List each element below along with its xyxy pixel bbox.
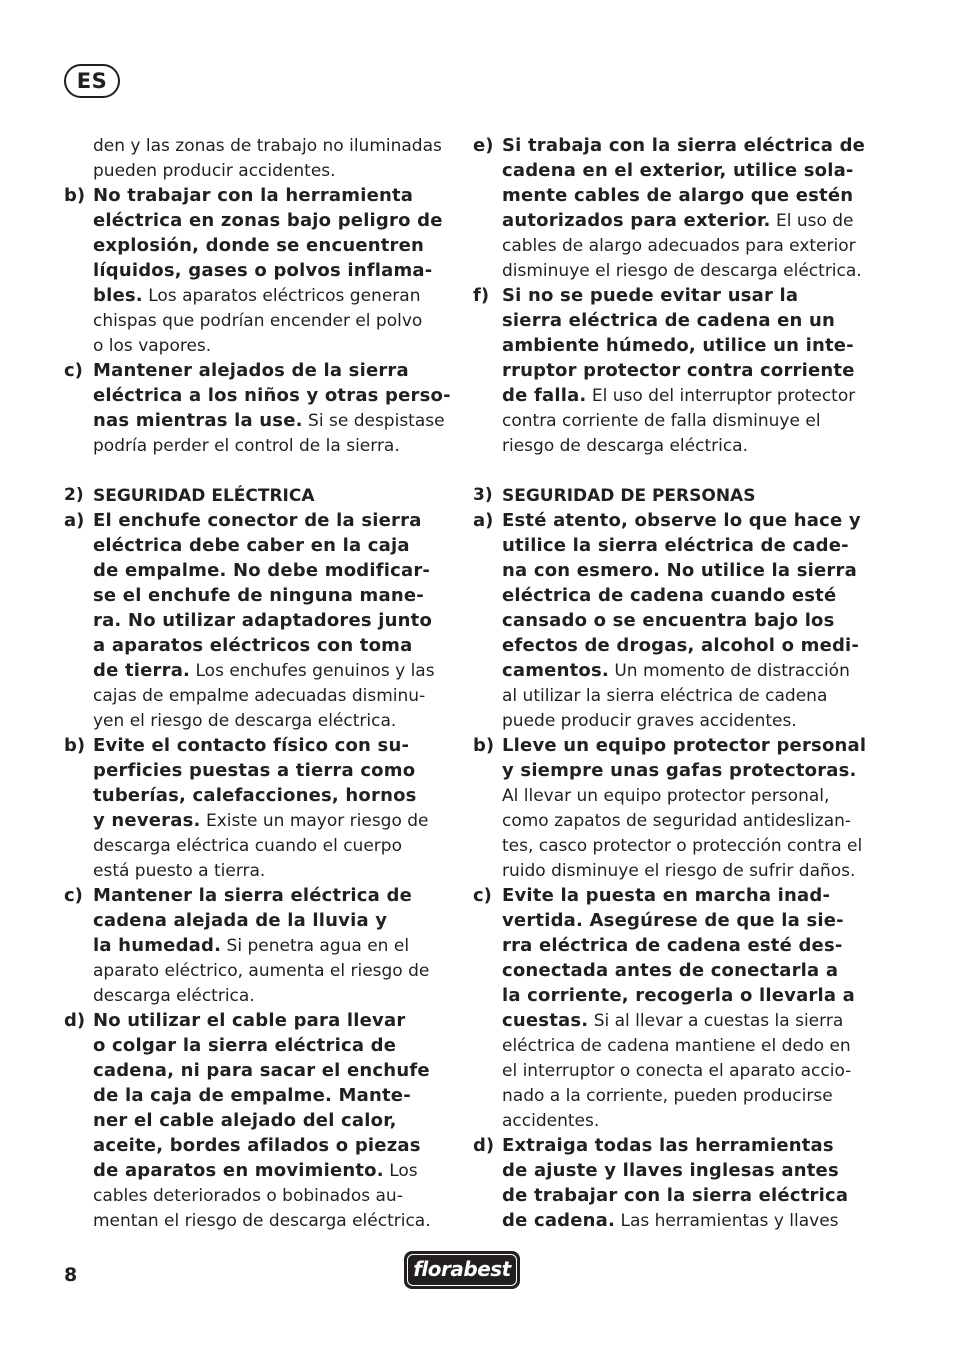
language-badge: ES xyxy=(64,64,120,98)
body-text: Las herramientas y llaves xyxy=(615,1211,839,1231)
text-line xyxy=(64,308,454,333)
text-line xyxy=(64,608,454,633)
bold-text: o colgar la sierra eléctrica de xyxy=(93,1035,397,1056)
bold-text: se el enchufe de ninguna mane- xyxy=(93,585,424,606)
bold-text: conectada antes de conectarla a xyxy=(502,960,839,981)
body-text: aparato eléctrico, aumenta el riesgo de xyxy=(93,961,430,981)
text-line xyxy=(473,608,868,633)
bold-text: la humedad. xyxy=(93,935,222,956)
bold-text: Evite el contacto físico con su- xyxy=(93,735,410,756)
bold-text: eléctrica debe caber en la caja xyxy=(93,535,410,556)
bold-text: mente cables de alargo que estén xyxy=(502,185,854,206)
text-line xyxy=(473,358,868,383)
florabest-logo xyxy=(404,1251,520,1289)
text-line xyxy=(64,233,454,258)
bold-text: de aparatos en movimiento. xyxy=(93,1160,384,1181)
item-marker: 3) xyxy=(473,485,493,505)
text-line xyxy=(473,1183,868,1208)
text-line xyxy=(64,908,454,933)
text-line xyxy=(64,958,454,983)
body-text: chispas que podrían encender el polvo xyxy=(93,311,423,331)
body-text: pueden producir accidentes. xyxy=(93,161,336,181)
body-text: Al llevar un equipo protector personal, xyxy=(502,786,830,806)
text-line xyxy=(64,1133,454,1158)
bold-text: nas mientras la use. xyxy=(93,410,303,431)
bold-text: No utilizar el cable para llevar xyxy=(93,1010,406,1031)
bold-text: sierra eléctrica de cadena en un xyxy=(502,310,836,331)
body-text: mentan el riesgo de descarga eléctrica. xyxy=(93,1211,431,1231)
bold-text: utilice la sierra eléctrica de cade- xyxy=(502,535,849,556)
text-line xyxy=(473,783,868,808)
item-marker: 2) xyxy=(64,485,84,505)
item-marker: a) xyxy=(64,510,85,531)
item-marker: b) xyxy=(64,735,86,756)
body-text: El uso de xyxy=(770,211,854,231)
text-line xyxy=(473,908,868,933)
text-line xyxy=(473,533,868,558)
bold-text: rra eléctrica de cadena esté des- xyxy=(502,935,843,956)
body-text: cables deteriorados o bobinados au- xyxy=(93,1186,403,1206)
text-line xyxy=(473,258,868,283)
text-line xyxy=(473,233,868,258)
item-marker: c) xyxy=(473,885,492,906)
text-line xyxy=(64,708,454,733)
text-line xyxy=(473,433,868,458)
text-line xyxy=(64,1158,454,1183)
body-text: contra corriente de falla disminuye el xyxy=(502,411,821,431)
text-line xyxy=(64,933,454,958)
bold-text: de empalme. No debe modificar- xyxy=(93,560,431,581)
text-line xyxy=(64,1033,454,1058)
text-line xyxy=(473,283,868,308)
text-line xyxy=(473,683,868,708)
text-line xyxy=(473,383,868,408)
bold-text: camentos. xyxy=(502,660,609,681)
text-line xyxy=(64,533,454,558)
text-line xyxy=(473,408,868,433)
body-text: cajas de empalme adecuadas disminu- xyxy=(93,686,426,706)
text-line xyxy=(64,833,454,858)
body-text: Si se despistase xyxy=(302,411,445,431)
page-number: 8 xyxy=(64,1264,78,1286)
body-text: o los vapores. xyxy=(93,336,212,356)
bold-text: No trabajar con la herramienta xyxy=(93,185,414,206)
body-text: al utilizar la sierra eléctrica de cadena xyxy=(502,686,828,706)
bold-text: líquidos, gases o polvos inflama- xyxy=(93,260,433,281)
text-line xyxy=(473,208,868,233)
bold-text: cadena alejada de la lluvia y xyxy=(93,910,388,931)
text-line xyxy=(64,408,454,433)
bold-text: bles. xyxy=(93,285,143,306)
text-line xyxy=(64,683,454,708)
text-line xyxy=(473,808,868,833)
bold-text: de cadena. xyxy=(502,1210,616,1231)
bold-text: y neveras. xyxy=(93,810,201,831)
body-text: el interruptor o conecta el aparato accio- xyxy=(502,1061,852,1081)
text-line xyxy=(473,733,868,758)
body-text: den y las zonas de trabajo no iluminadas xyxy=(93,136,442,156)
item-marker: d) xyxy=(473,1135,495,1156)
text-line xyxy=(64,783,454,808)
bold-text: Lleve un equipo protector personal xyxy=(502,735,867,756)
text-line xyxy=(64,633,454,658)
bold-text: SEGURIDAD DE PERSONAS xyxy=(502,486,756,506)
text-line xyxy=(473,1158,868,1183)
body-text: podría perder el control de la sierra. xyxy=(93,436,400,456)
right-column xyxy=(473,133,868,1233)
text-line xyxy=(64,858,454,883)
text-line xyxy=(64,658,454,683)
text-line xyxy=(473,133,868,158)
spacer xyxy=(64,458,454,483)
body-text: riesgo de descarga eléctrica. xyxy=(502,436,748,456)
text-line xyxy=(64,1058,454,1083)
body-text: eléctrica de cadena mantiene el dedo en xyxy=(502,1036,851,1056)
text-line xyxy=(64,808,454,833)
text-line xyxy=(64,358,454,383)
body-text: yen el riesgo de descarga eléctrica. xyxy=(93,711,397,731)
spacer xyxy=(473,458,868,483)
bold-text: a aparatos eléctricos con toma xyxy=(93,635,413,656)
body-text: accidentes. xyxy=(502,1111,600,1131)
bold-text: Extraiga todas las herramientas xyxy=(502,1135,834,1156)
bold-text: Evite la puesta en marcha inad- xyxy=(502,885,831,906)
text-line xyxy=(64,1008,454,1033)
body-text: Existe un mayor riesgo de xyxy=(200,811,429,831)
bold-text: ner el cable alejado del calor, xyxy=(93,1110,397,1131)
text-line xyxy=(64,208,454,233)
item-marker: d) xyxy=(64,1010,86,1031)
text-line xyxy=(473,158,868,183)
bold-text: y siempre unas gafas protectoras. xyxy=(502,760,857,781)
item-marker: a) xyxy=(473,510,494,531)
text-line xyxy=(64,133,454,158)
bold-text: Si trabaja con la sierra eléctrica de xyxy=(502,135,866,156)
bold-text: eléctrica a los niños y otras perso- xyxy=(93,385,451,406)
text-line xyxy=(473,1108,868,1133)
body-text: El uso del interruptor protector xyxy=(586,386,856,406)
text-line xyxy=(64,1083,454,1108)
text-line xyxy=(64,1108,454,1133)
body-text: Los enchufes genuinos y las xyxy=(190,661,435,681)
bold-text: Esté atento, observe lo que hace y xyxy=(502,510,861,531)
bold-text: de ajuste y llaves inglesas antes xyxy=(502,1160,839,1181)
bold-text: de falla. xyxy=(502,385,587,406)
text-line xyxy=(473,183,868,208)
body-text: Un momento de distracción xyxy=(608,661,850,681)
bold-text: cansado o se encuentra bajo los xyxy=(502,610,835,631)
text-line xyxy=(473,583,868,608)
body-text: ruido disminuye el riesgo de sufrir daños. xyxy=(502,861,856,881)
bold-text: aceite, bordes afilados o piezas xyxy=(93,1135,421,1156)
text-line xyxy=(473,1008,868,1033)
text-line xyxy=(64,583,454,608)
bold-text: cadena, ni para sacar el enchufe xyxy=(93,1060,430,1081)
text-line xyxy=(473,1033,868,1058)
bold-text: vertida. Asegúrese de que la sie- xyxy=(502,910,844,931)
text-line xyxy=(473,308,868,333)
left-column xyxy=(64,133,454,1233)
body-text: puede producir graves accidentes. xyxy=(502,711,797,731)
text-line xyxy=(64,433,454,458)
bold-text: SEGURIDAD ELÉCTRICA xyxy=(93,486,315,506)
item-marker: e) xyxy=(473,135,494,156)
bold-text: la corriente, recogerla o llevarla a xyxy=(502,985,856,1006)
item-marker: f) xyxy=(473,285,490,306)
body-text: cables de alargo adecuados para exterior xyxy=(502,236,856,256)
bold-text: efectos de drogas, alcohol o medi- xyxy=(502,635,860,656)
bold-text: eléctrica en zonas bajo peligro de xyxy=(93,210,443,231)
bold-text: tuberías, calefacciones, hornos xyxy=(93,785,417,806)
text-line xyxy=(473,1083,868,1108)
body-text: nado a la corriente, pueden producirse xyxy=(502,1086,833,1106)
bold-text: cuestas. xyxy=(502,1010,589,1031)
text-line xyxy=(473,508,868,533)
body-text: tes, casco protector o protección contra el xyxy=(502,836,863,856)
text-line xyxy=(64,158,454,183)
body-text: descarga eléctrica. xyxy=(93,986,255,1006)
text-line xyxy=(473,858,868,883)
text-line xyxy=(64,558,454,583)
body-text: como zapatos de seguridad antideslizan- xyxy=(502,811,852,831)
text-line xyxy=(473,633,868,658)
text-line xyxy=(64,258,454,283)
item-marker: b) xyxy=(473,735,495,756)
bold-text: eléctrica de cadena cuando esté xyxy=(502,585,837,606)
brand-wordmark: florabest xyxy=(407,1254,517,1286)
bold-text: ambiente húmedo, utilice un inte- xyxy=(502,335,854,356)
text-line xyxy=(473,958,868,983)
text-line xyxy=(64,1183,454,1208)
bold-text: de tierra. xyxy=(93,660,191,681)
section-heading xyxy=(473,483,868,508)
text-line xyxy=(473,933,868,958)
bold-text: El enchufe conector de la sierra xyxy=(93,510,422,531)
text-line xyxy=(64,283,454,308)
text-line xyxy=(473,708,868,733)
bold-text: Si no se puede evitar usar la xyxy=(502,285,799,306)
text-line xyxy=(64,183,454,208)
item-marker: c) xyxy=(64,360,83,381)
text-line xyxy=(473,833,868,858)
text-line xyxy=(473,1133,868,1158)
bold-text: de trabajar con la sierra eléctrica xyxy=(502,1185,849,1206)
bold-text: autorizados para exterior. xyxy=(502,210,771,231)
body-text: Los xyxy=(383,1161,418,1181)
body-text: descarga eléctrica cuando el cuerpo xyxy=(93,836,402,856)
item-marker: b) xyxy=(64,185,86,206)
text-line xyxy=(473,983,868,1008)
bold-text: de la caja de empalme. Mante- xyxy=(93,1085,411,1106)
text-line xyxy=(64,383,454,408)
bold-text: Mantener la sierra eléctrica de xyxy=(93,885,412,906)
text-line xyxy=(473,1058,868,1083)
text-line xyxy=(64,333,454,358)
bold-text: Mantener alejados de la sierra xyxy=(93,360,409,381)
text-line xyxy=(64,983,454,1008)
body-text: Si al llevar a cuestas la sierra xyxy=(588,1011,844,1031)
body-text: Los aparatos eléctricos generan xyxy=(142,286,421,306)
text-line xyxy=(473,883,868,908)
body-text: disminuye el riesgo de descarga eléctrica. xyxy=(502,261,862,281)
bold-text: ra. No utilizar adaptadores junto xyxy=(93,610,433,631)
bold-text: perficies puestas a tierra como xyxy=(93,760,416,781)
text-line xyxy=(473,758,868,783)
bold-text: explosión, donde se encuentren xyxy=(93,235,425,256)
text-line xyxy=(473,333,868,358)
text-line xyxy=(473,1208,868,1233)
text-line xyxy=(64,758,454,783)
item-marker: c) xyxy=(64,885,83,906)
body-text: está puesto a tierra. xyxy=(93,861,266,881)
text-line xyxy=(473,558,868,583)
text-line xyxy=(473,658,868,683)
bold-text: cadena en el exterior, utilice sola- xyxy=(502,160,854,181)
text-line xyxy=(64,508,454,533)
bold-text: rruptor protector contra corriente xyxy=(502,360,855,381)
text-line xyxy=(64,883,454,908)
text-line xyxy=(64,733,454,758)
bold-text: na con esmero. No utilice la sierra xyxy=(502,560,857,581)
section-heading xyxy=(64,483,454,508)
text-line xyxy=(64,1208,454,1233)
body-text: Si penetra agua en el xyxy=(221,936,410,956)
